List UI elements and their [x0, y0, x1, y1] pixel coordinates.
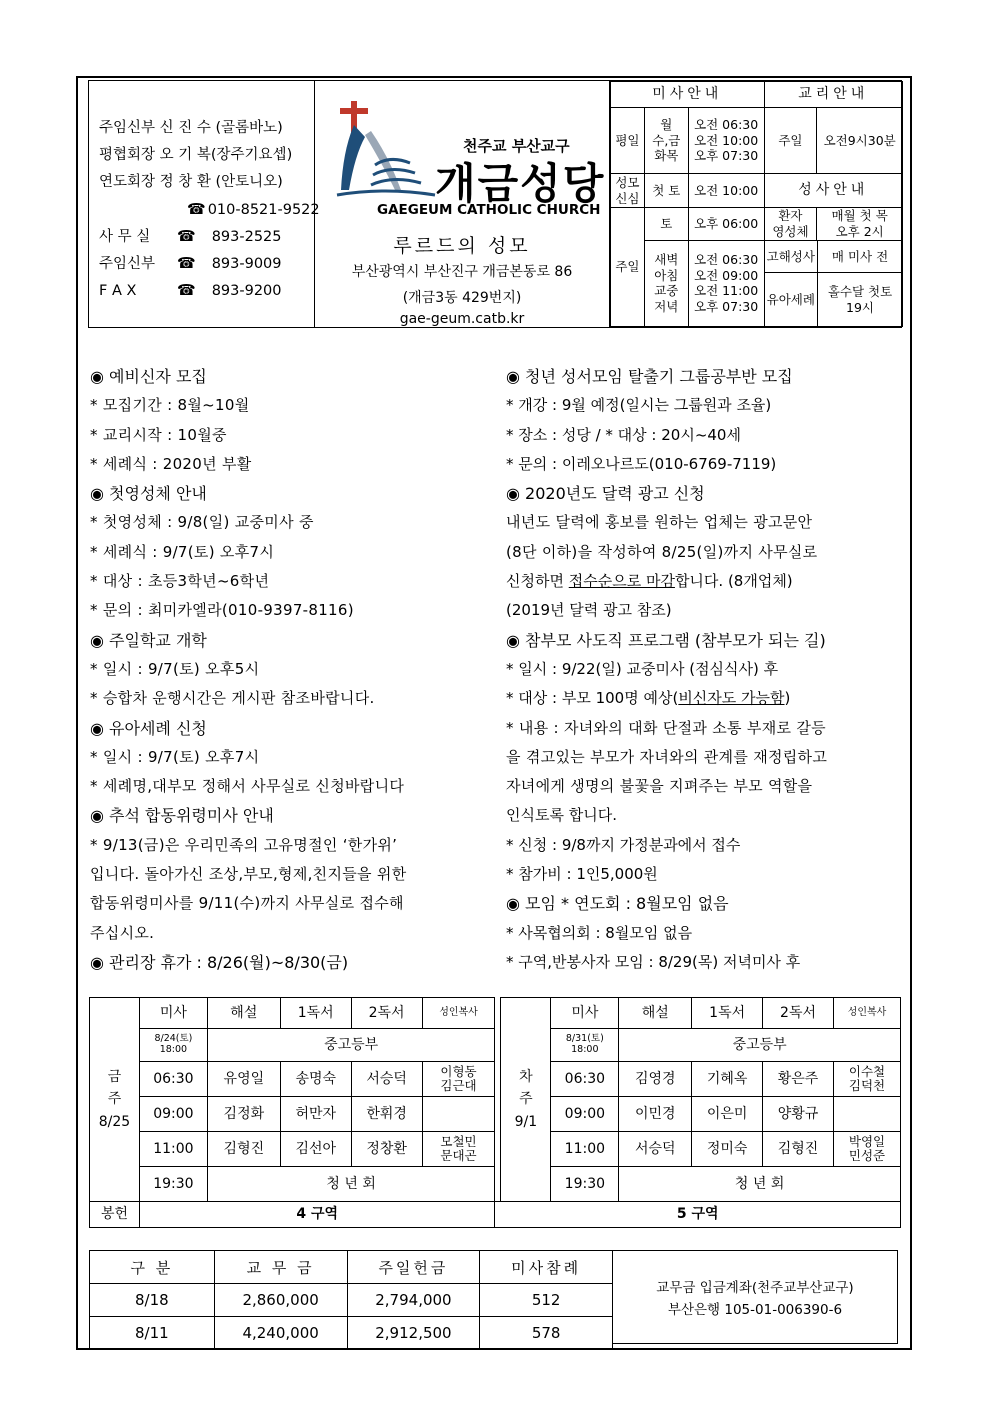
roster-cell: 한휘경: [351, 1097, 422, 1132]
pastor-phone-line: 주임신부 ☎ 893-9009: [99, 254, 282, 272]
roster-header: 1독서: [280, 998, 351, 1029]
church-logo-icon: [335, 95, 445, 205]
notice-heading: ◉ 예비신자 모집: [90, 367, 207, 386]
notice-heading: ◉ 청년 성서모임 탈출기 그룹공부반 모집: [506, 367, 793, 386]
notice-line: * 대상 : 부모 100명 예상(비신자도 가능함): [506, 689, 791, 708]
infant-label: 유아세례: [765, 273, 818, 326]
weekday-label: 평일: [611, 108, 645, 174]
notice-line: * 일시 : 9/7(토) 오후7시: [90, 747, 260, 766]
contact-panel: [89, 81, 320, 327]
sick-value: 매월 첫 목 오후 2시: [817, 208, 903, 240]
roster-server: 모철민 문대곤: [422, 1132, 495, 1167]
roster-cell: 정창환: [351, 1132, 422, 1167]
roster-time: 06:30: [139, 1062, 207, 1097]
notice-line: * 첫영성체 : 9/8(일) 교중미사 중: [90, 513, 314, 532]
confession-value: 매 미사 전: [818, 241, 902, 273]
notice-line: * 문의 : 이레오나르도(010-6769-7119): [506, 454, 777, 473]
notice-line: * 일시 : 9/22(일) 교중미사 (점심식사) 후: [506, 659, 779, 678]
week-label-next: 차 주 9/1: [501, 998, 551, 1202]
sunday-times: 오전 06:30 오전 09:00 오전 11:00 오후 07:30: [688, 240, 764, 326]
bank-account-box: [613, 1250, 898, 1344]
roster-cell: 양황규: [763, 1097, 834, 1132]
bulletin-header: [88, 80, 902, 328]
notice-line: * 장소 : 성당 / * 대상 : 20시~40세: [506, 425, 741, 444]
offering-this: 4 구역: [139, 1202, 495, 1228]
roster-header: 해설: [207, 998, 280, 1029]
finance-header: 미사참례: [480, 1251, 613, 1284]
yeondo-line: 연도회장 정 창 환 (안토니오): [99, 174, 283, 190]
fax-line: F A X ☎ 893-9200: [99, 281, 282, 299]
roster-server: 이수철 김덕천: [833, 1062, 900, 1097]
notice-line: * 개강 : 9월 예정(일시는 그룹원과 조율): [506, 396, 772, 415]
sunday-slots: 새벽 아침 교중 저녁: [644, 240, 688, 326]
notice-heading: ◉ 첫영성체 안내: [90, 484, 207, 504]
notices-right-column: [506, 362, 918, 977]
finance-header: 구 분: [90, 1251, 215, 1284]
roster-cell: 김형진: [763, 1132, 834, 1167]
notice-line: 합동위령미사를 9/11(수)까지 사무실로 접수해: [90, 894, 404, 913]
church-address: 부산광역시 부산진구 개금본동로 86: [351, 264, 573, 280]
finance-table: [89, 1250, 613, 1350]
offering-next: 5 구역: [495, 1202, 901, 1228]
roster-header: 2독서: [763, 998, 834, 1029]
first-sat-time: 오전 10:00: [688, 174, 764, 208]
roster-cell: 기혜옥: [692, 1062, 763, 1097]
notice-line: * 모집기간 : 8월~10월: [90, 396, 250, 415]
underlined-text: 비신자도 가능함: [678, 689, 785, 708]
roster-cell: 이은미: [692, 1097, 763, 1132]
notice-line: (2019년 달력 광고 참조): [506, 601, 672, 620]
roster-header: 미사: [551, 998, 619, 1029]
account-number: 부산은행 105-01-006390-6: [667, 1302, 843, 1318]
roster-time: 8/31(토) 18:00: [551, 1029, 619, 1062]
church-address-detail: (개금3동 429번지): [402, 290, 522, 306]
notice-line: * 9/13(금)은 우리민족의 고유명절인 ‘한가위’: [90, 835, 398, 854]
notice-line: * 교리시작 : 10월중: [90, 425, 227, 444]
roster-header: 1독서: [692, 998, 763, 1029]
roster-cell: 김정화: [207, 1097, 280, 1132]
notice-line: 을 겪고있는 부모가 자녀와의 관계를 재정립하고: [506, 747, 828, 766]
roster-time: 09:00: [139, 1097, 207, 1132]
notice-line: 인식토록 합니다.: [506, 806, 617, 825]
roster-cell: 김선아: [280, 1132, 351, 1167]
notice-heading: ◉ 주일학교 개학: [90, 630, 207, 650]
infant-value: 홀수달 첫토 19시: [827, 283, 893, 315]
roster-server: [422, 1097, 495, 1132]
church-name: 개금성당: [435, 159, 606, 208]
diocese-name: 천주교 부산교구: [463, 137, 570, 155]
catechism-day: 주일: [764, 108, 817, 174]
notice-line: * 세례식 : 2020년 부활: [90, 454, 252, 473]
roster-time: 11:00: [139, 1132, 207, 1167]
council-line: 평협회장 오 기 복(장주기요셉): [99, 147, 293, 163]
roster-cell: 서승덕: [619, 1132, 692, 1167]
notice-line: * 세례식 : 9/7(토) 오후7시: [90, 542, 275, 561]
phone-icon: ☎: [177, 227, 196, 245]
notices-left-column: [90, 362, 502, 977]
notice-line: (8단 이하)을 작성하여 8/25(일)까지 사무실로: [506, 542, 818, 561]
roster-group: 청 년 회: [619, 1167, 901, 1202]
notice-line: * 신청 : 9/8까지 가정분과에서 접수: [506, 835, 741, 854]
roster-header: 성인복사: [833, 998, 900, 1029]
roster-time: 8/24(토) 18:00: [139, 1029, 207, 1062]
notice-line: * 대상 : 초등3학년~6학년: [90, 572, 270, 591]
weekday-days: 월 수,금 화목: [644, 108, 688, 174]
sunday-label: 주일: [611, 208, 645, 327]
roster-time: 11:00: [551, 1132, 619, 1167]
roster-server: 박영일 민성준: [833, 1132, 900, 1167]
phone-icon: ☎: [177, 281, 196, 299]
notice-line: 입니다. 돌아가신 조상,부모,형제,친지들을 위한: [90, 865, 407, 884]
weekday-times: 오전 06:30 오전 10:00 오후 07:30: [688, 108, 764, 174]
phone-icon: ☎: [177, 254, 196, 272]
first-sat-day: 첫 토: [644, 174, 688, 208]
notice-line: * 사목협의회 : 8월모임 없음: [506, 923, 693, 942]
liturgy-roster-table: [89, 997, 901, 1228]
notice-line: 신청하면 접수순으로 마감합니다. (8개업체): [506, 572, 793, 591]
office-line: 사 무 실 ☎ 893-2525: [99, 227, 282, 245]
notice-heading: ◉ 유아세례 신청: [90, 718, 207, 738]
underlined-text: 접수순으로 마감: [568, 572, 675, 591]
roster-cell: 유영일: [207, 1062, 280, 1097]
sat-eve-time: 오후 06:00: [688, 208, 764, 240]
notice-heading: ◉ 2020년도 달력 광고 신청: [506, 484, 705, 504]
offering-label: 봉헌: [90, 1202, 140, 1228]
notice-line: * 구역,반봉사자 모임 : 8/29(목) 저녁미사 후: [506, 952, 801, 971]
church-website: gae-geum.catb.kr: [399, 311, 525, 327]
notice-line: * 참가비 : 1인5,000원: [506, 865, 658, 884]
patron-saint: 루르드의 성모: [393, 235, 531, 257]
mobile-line: ☎ 010-8521-9522: [187, 200, 320, 218]
notice-line: * 일시 : 9/7(토) 오후5시: [90, 659, 260, 678]
roster-header: 2독서: [351, 998, 422, 1029]
roster-cell: 서승덕: [351, 1062, 422, 1097]
church-name-en: GAEGEUM CATHOLIC CHURCH: [377, 202, 601, 218]
roster-cell: 김형진: [207, 1132, 280, 1167]
notice-line: 내년도 달력에 홍보를 원하는 업체는 광고문안: [506, 513, 813, 532]
notice-heading: ◉ 모임 * 연도회 : 8월모임 없음: [506, 894, 729, 914]
roster-cell: 김영경: [619, 1062, 692, 1097]
catechism-time: 오전9시30분: [817, 108, 903, 174]
notice-line: 자녀에게 생명의 불꽃을 지펴주는 부모 역할을: [506, 777, 813, 796]
notice-line: * 승합차 운행시간은 게시판 참조바랍니다.: [90, 689, 375, 708]
week-label-this: 금 주 8/25: [90, 998, 140, 1202]
mass-header: 미사안내: [611, 82, 765, 108]
catechism-header: 교리안내: [764, 82, 902, 108]
sick-label: 환자 영성체: [764, 208, 817, 240]
church-logo-panel: [315, 81, 610, 327]
first-sat-label: 성모 신심: [611, 174, 645, 208]
sacrament-header: 성사안내: [764, 174, 902, 208]
mass-schedule-table: [610, 81, 903, 327]
roster-time: 19:30: [139, 1167, 207, 1202]
roster-time: 06:30: [551, 1062, 619, 1097]
finance-header: 교 무 금: [214, 1251, 347, 1284]
roster-cell: 정미숙: [692, 1132, 763, 1167]
notice-line: * 내용 : 자녀와의 대화 단절과 소통 부재로 갈등: [506, 718, 826, 737]
roster-header: 성인복사: [422, 998, 495, 1029]
finance-row: 8/18 2,860,000 2,794,000 512: [90, 1284, 613, 1317]
roster-cell: 황은주: [763, 1062, 834, 1097]
roster-server: 이형동 김근대: [422, 1062, 495, 1097]
roster-header: 미사: [139, 998, 207, 1029]
pastor-line: 주임신부 신 진 수 (골롬바노): [99, 120, 283, 136]
roster-time: 19:30: [551, 1167, 619, 1202]
notice-line: 주십시오.: [90, 923, 155, 942]
notice-line: * 문의 : 최미카엘라(010-9397-8116): [90, 601, 354, 620]
notice-heading: ◉ 추석 합동위령미사 안내: [90, 806, 274, 826]
roster-cell: 송명숙: [280, 1062, 351, 1097]
roster-time: 09:00: [551, 1097, 619, 1132]
confession-label: 고해성사: [765, 241, 818, 273]
roster-header: 해설: [619, 998, 692, 1029]
finance-row: 8/11 4,240,000 2,912,500 578: [90, 1317, 613, 1350]
roster-cell: 허만자: [280, 1097, 351, 1132]
roster-group: 청 년 회: [207, 1167, 495, 1202]
roster-cell: 이민경: [619, 1097, 692, 1132]
sat-eve-day: 토: [644, 208, 688, 240]
account-title: 교무금 입금계좌(천주교부산교구): [656, 1280, 854, 1296]
notice-heading: ◉ 관리장 휴가 : 8/26(월)~8/30(금): [90, 952, 349, 972]
notice-heading: ◉ 참부모 사도직 프로그램 (참부모가 되는 길): [506, 630, 826, 650]
roster-group: 중고등부: [207, 1029, 495, 1062]
roster-server: [833, 1097, 900, 1132]
finance-header: 주일헌금: [347, 1251, 480, 1284]
roster-group: 중고등부: [619, 1029, 901, 1062]
phone-icon: ☎: [187, 200, 206, 218]
notice-line: * 세례명,대부모 정해서 사무실로 신청바랍니다: [90, 777, 405, 796]
